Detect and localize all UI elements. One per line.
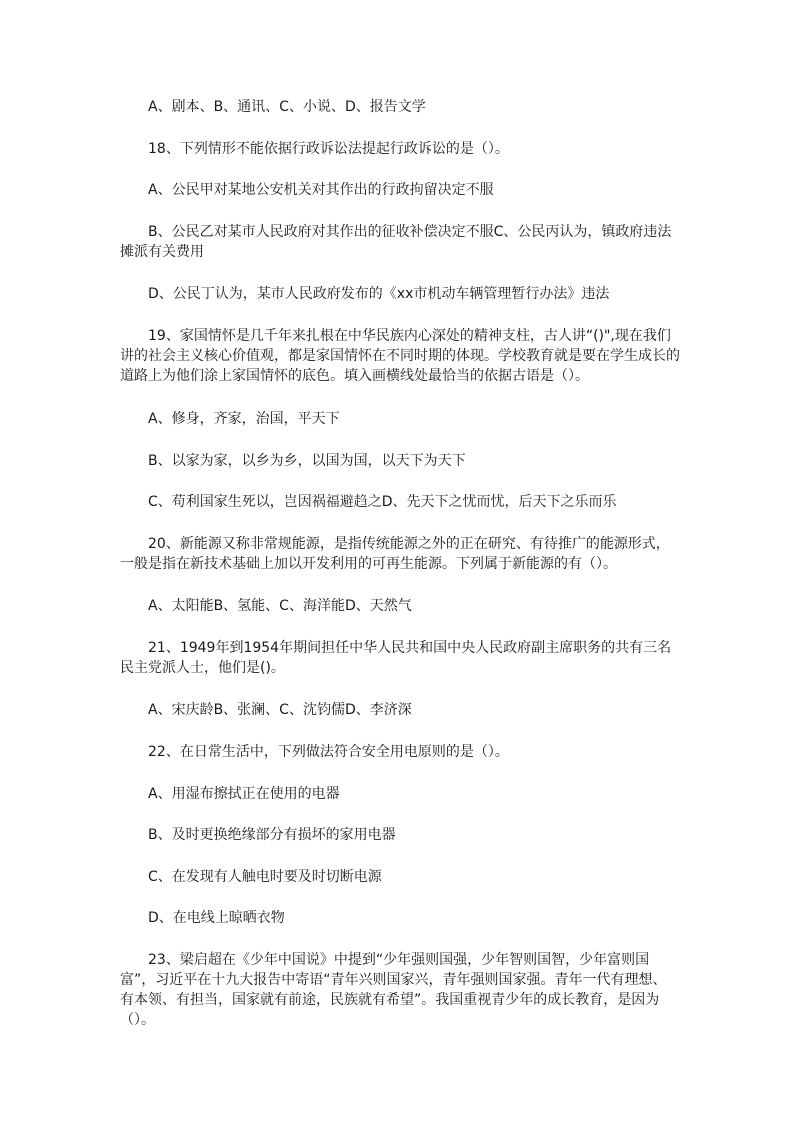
question-22: 22、在日常生活中，下列做法符合安全用电原则的是（）。 <box>148 744 509 760</box>
option-line: A、太阳能B、氢能、C、海洋能D、天然气 <box>148 598 412 614</box>
question-23: 23、梁启超在《少年中国说》中提到“少年强则国强，少年智则国智，少年富则国富”，习近平在十九大报告中寄语“青年兴则国家兴，青年强则国家强。青年一代有理想、有本领、有担当，国家就有前途，民族就有希望”。我国重视青少年的成长教育，是因为（）。 <box>120 952 667 1028</box>
option-line: D、在电线上晾晒衣物 <box>148 910 285 926</box>
option-line: B、及时更换绝缘部分有损坏的家用电器 <box>148 827 396 843</box>
option-line: D、公民丁认为，某市人民政府发布的《xx市机动车辆管理暂行办法》违法 <box>148 286 610 302</box>
option-line: A、宋庆龄B、张澜、C、沈钧儒D、李济深 <box>148 702 412 718</box>
question-19: 19、家国情怀是几千年来扎根在中华民族内心深处的精神支柱，古人讲“()",现在我们讲的社会主义核心价值观，都是家国情怀在不同时期的体现。学校教育就是要在学生成长的道路上为他们涂上家国情怀的底色。填入画横线处最恰当的依据古语是（）。 <box>120 328 680 384</box>
option-line: A、修身，齐家，治国，平天下 <box>148 411 340 427</box>
question-20: 20、新能源又称非常规能源，是指传统能源之外的正在研究、有待推广的能源形式，一般是指在新技术基础上加以开发利用的可再生能源。下列属于新能源的有（）。 <box>120 536 670 572</box>
question-18: 18、下列情形不能依据行政诉讼法提起行政诉讼的是（）。 <box>148 141 509 157</box>
option-line: C、在发现有人触电时要及时切断电源 <box>148 869 382 885</box>
option-line: B、公民乙对某市人民政府对其作出的征收补偿决定不服C、公民丙认为，镇政府违法摊派有关费用 <box>120 224 672 260</box>
option-line: A、公民甲对某地公安机关对其作出的行政拘留决定不服 <box>148 182 494 198</box>
question-21: 21、1949年到1954年期间担任中华人民共和国中央人民政府副主席职务的共有三名民主党派人士，他们是()。 <box>120 640 672 676</box>
option-line: A、用湿布擦拭正在使用的电器 <box>148 786 340 802</box>
option-line: B、以家为家，以乡为乡，以国为国，以天下为天下 <box>148 453 466 469</box>
option-line: A、剧本、B、通讯、C、小说、D、报告文学 <box>148 99 426 115</box>
option-line: C、苟利国家生死以，岂因祸福避趋之D、先天下之忧而忧，后天下之乐而乐 <box>148 494 617 510</box>
